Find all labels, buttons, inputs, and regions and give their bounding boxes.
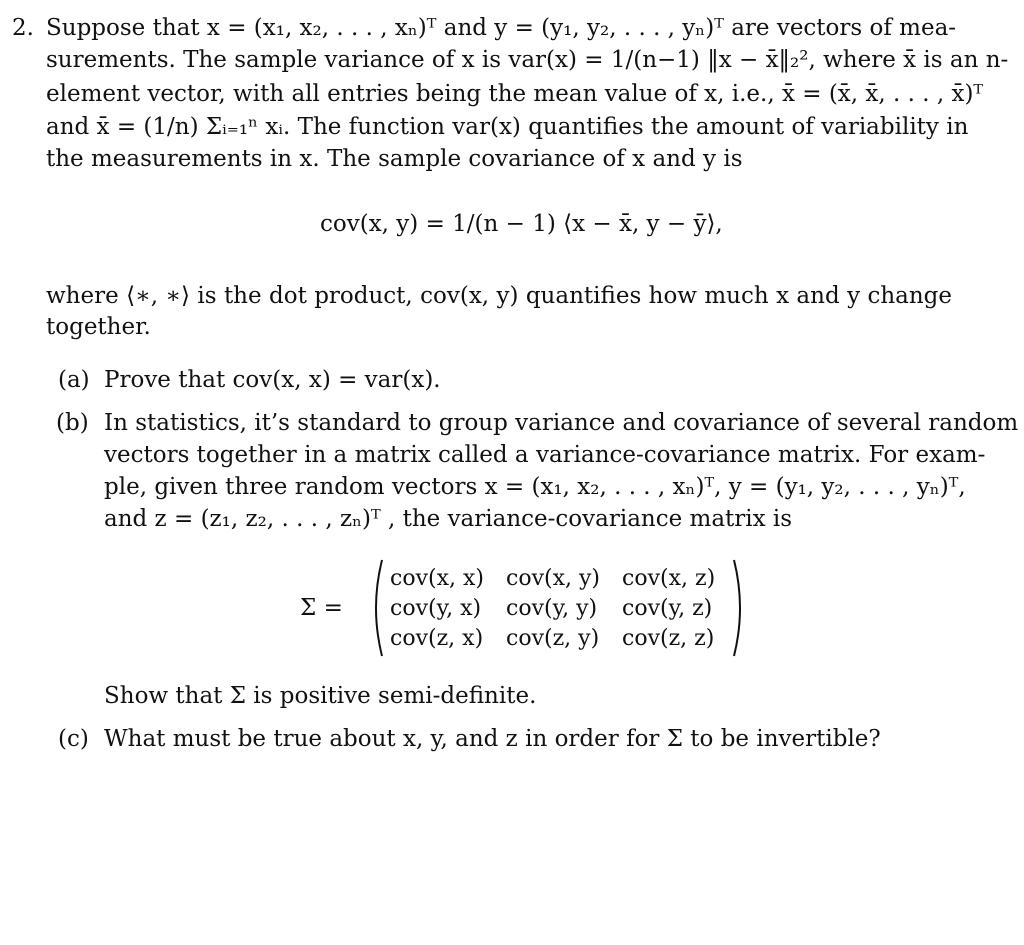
covariance-equation-text: cov(x, y) = 1/(n − 1) ⟨x − x̄, y − ȳ⟩, bbox=[320, 211, 723, 237]
part-b-line-1 bbox=[104, 407, 1019, 439]
after-eq-line-1 bbox=[46, 280, 952, 312]
matrix-cell: cov(x, z) bbox=[622, 566, 716, 591]
part-b-line-1-text: In statistics, it’s standard to group variance and covariance of several random bbox=[104, 410, 1019, 436]
part-b-label: (b) bbox=[56, 410, 89, 436]
intro-line-1 bbox=[46, 12, 957, 44]
part-c-text: What must be true about x, y, and z in order for Σ to be invertible? bbox=[104, 726, 881, 752]
matrix-cell: cov(y, z) bbox=[622, 596, 713, 621]
part-a-text: Prove that cov(x, x) = var(x). bbox=[104, 367, 441, 393]
part-b-line-3 bbox=[104, 471, 966, 503]
intro-line-4-text: and x̄ = (1/n) Σᵢ₌₁ⁿ xᵢ. The function var(x) quantifies the amount of variability in bbox=[46, 114, 969, 140]
after-eq-line-2-text: together. bbox=[46, 314, 151, 340]
matrix-cell: cov(z, x) bbox=[390, 626, 484, 651]
matrix-cell: cov(y, x) bbox=[390, 596, 482, 621]
matrix-cell: cov(z, y) bbox=[506, 626, 600, 651]
matrix-cell: cov(y, y) bbox=[506, 596, 598, 621]
part-b-line-4-text: and z = (z₁, z₂, . . . , zₙ)ᵀ , the variance-covariance matrix is bbox=[104, 506, 793, 532]
part-b-line-3-text: ple, given three random vectors x = (x₁, x₂, . . . , xₙ)ᵀ, y = (y₁, y₂, . . . , yₙ)ᵀ, bbox=[104, 474, 966, 500]
right-paren-icon bbox=[732, 558, 746, 658]
part-b-line-2-text: vectors together in a matrix called a variance-covariance matrix. For exam- bbox=[104, 442, 986, 468]
part-b-line-2 bbox=[104, 439, 986, 471]
matrix-cell: cov(z, z) bbox=[622, 626, 715, 651]
intro-line-3-text: element vector, with all entries being the mean value of x, i.e., x̄ = (x̄, x̄, . . . , x̄)ᵀ bbox=[46, 81, 984, 107]
matrix-cell: cov(x, y) bbox=[506, 566, 600, 591]
intro-line-3 bbox=[46, 78, 984, 110]
intro-line-2 bbox=[46, 44, 1009, 76]
matrix-cell: cov(x, x) bbox=[390, 566, 484, 591]
matrix-lhs: Σ = bbox=[300, 595, 343, 621]
intro-line-2-text: surements. The sample variance of x is var(x) = 1/(n−1) ‖x − x̄‖₂², where x̄ is an n- bbox=[46, 47, 1009, 73]
covariance-matrix bbox=[300, 558, 750, 660]
problem-number: 2. bbox=[12, 15, 34, 41]
part-b-line-4 bbox=[104, 503, 792, 535]
left-paren-icon bbox=[370, 558, 384, 658]
part-c-label: (c) bbox=[58, 726, 89, 752]
intro-line-4 bbox=[46, 111, 969, 143]
part-b-followup: Show that Σ is positive semi-definite. bbox=[104, 683, 537, 709]
intro-line-5-text: the measurements in x. The sample covariance of x and y is bbox=[46, 146, 743, 172]
after-eq-line-1-text: where ⟨∗, ∗⟩ is the dot product, cov(x, y) quantifies how much x and y change bbox=[46, 283, 952, 309]
part-a-label: (a) bbox=[58, 367, 90, 393]
intro-line-1-text: Suppose that x = (x₁, x₂, . . . , xₙ)ᵀ and y = (y₁, y₂, . . . , yₙ)ᵀ are vectors of mea- bbox=[46, 15, 957, 41]
after-eq-line-2 bbox=[46, 311, 151, 343]
covariance-equation bbox=[320, 208, 723, 240]
intro-line-5 bbox=[46, 143, 743, 175]
matrix-grid bbox=[390, 564, 738, 654]
